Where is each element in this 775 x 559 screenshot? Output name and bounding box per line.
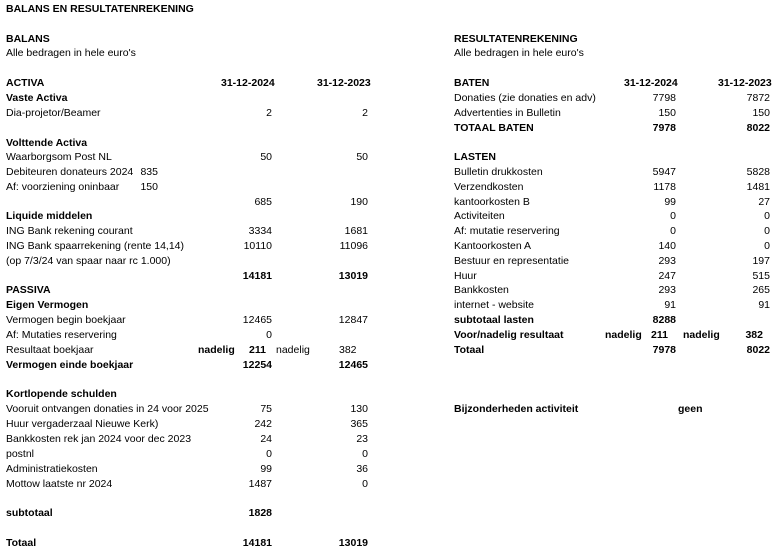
- row-label: Bestuur en representatie: [454, 255, 569, 267]
- value-2023: 50: [356, 151, 368, 163]
- row-label: Advertenties in Bulletin: [454, 107, 561, 119]
- total-2024: 14181: [242, 270, 272, 282]
- value-2024: 12465: [242, 314, 272, 326]
- value-2023: 0: [362, 478, 368, 490]
- value-2023: 130: [350, 403, 368, 415]
- value-2023: 0: [764, 240, 770, 252]
- value-2024: 247: [658, 270, 676, 282]
- value-2023: 382: [745, 329, 763, 341]
- totaal-baten-label: TOTAAL BATEN: [454, 122, 534, 134]
- balance-col-2023: 31-12-2023: [317, 77, 371, 89]
- row-label: Vooruit ontvangen donaties in 24 voor 2025: [6, 403, 209, 415]
- value-2024: 24: [260, 433, 272, 445]
- value-2023: 11096: [339, 240, 368, 252]
- result-tag-2023: nadelig: [276, 344, 310, 356]
- row-label: Mottow laatste nr 2024: [6, 478, 113, 490]
- value-2024: 99: [664, 196, 676, 208]
- value-2023: 2: [362, 107, 368, 119]
- subtotaal-label: subtotaal: [6, 507, 53, 519]
- result-col-2023: 31-12-2023: [718, 77, 772, 89]
- value-2024: 5947: [652, 166, 676, 178]
- balance-col-2024: 31-12-2024: [221, 77, 275, 89]
- row-label: Bankkosten rek jan 2024 voor dec 2023: [6, 433, 192, 445]
- result-col-2024: 31-12-2024: [624, 77, 678, 89]
- balance-title: BALANS: [6, 33, 50, 45]
- value-2023: 8022: [746, 122, 770, 134]
- subtotal-2024: 685: [254, 196, 272, 208]
- row-label: Kantoorkosten A: [454, 240, 532, 252]
- baten-header: BATEN: [454, 77, 490, 89]
- value-2024: 7978: [652, 344, 676, 356]
- liquide-middelen-title: Liquide middelen: [6, 210, 93, 222]
- row-label: Bankkosten: [454, 284, 509, 296]
- value-2024: 140: [658, 240, 676, 252]
- result-note: Alle bedragen in hele euro's: [454, 47, 584, 59]
- total-2023: 13019: [338, 270, 368, 282]
- value-2024: 1828: [248, 507, 272, 519]
- row-label: Dia-projetor/Beamer: [6, 107, 101, 119]
- row-label: Administratiekosten: [6, 463, 98, 475]
- sub-value: 150: [140, 181, 158, 193]
- totaal-label: Totaal: [6, 537, 37, 549]
- row-label: Resultaat boekjaar: [6, 344, 94, 356]
- value-2023: 265: [752, 284, 770, 296]
- value-2024: 150: [658, 107, 676, 119]
- eigen-vermogen-title: Eigen Vermogen: [6, 299, 89, 311]
- value-2024: 0: [266, 329, 272, 341]
- activa-header: ACTIVA: [6, 77, 45, 89]
- row-label: kantoorkosten B: [454, 196, 530, 208]
- result-tag-2024: nadelig: [605, 329, 642, 341]
- row-label: Verzendkosten: [454, 181, 524, 193]
- result-tag-2023: nadelig: [683, 329, 720, 341]
- bijzonderheden-value: geen: [678, 403, 703, 415]
- result-title: RESULTATENREKENING: [454, 33, 578, 45]
- value-2024: 99: [260, 463, 272, 475]
- value-2023: 36: [356, 463, 368, 475]
- vermogen-einde-label: Vermogen einde boekjaar: [6, 359, 134, 371]
- value-2023: 197: [752, 255, 770, 267]
- value-2024: 10110: [243, 240, 272, 252]
- value-2023: 365: [350, 418, 368, 430]
- subtotal-2023: 190: [350, 196, 368, 208]
- value-2024: 293: [658, 255, 676, 267]
- value-2024: 242: [254, 418, 272, 430]
- value-2024: 3334: [248, 225, 272, 237]
- row-label: postnl: [6, 448, 35, 460]
- subtotaal-lasten-label: subtotaal lasten: [454, 314, 534, 326]
- sub-value: 835: [140, 166, 158, 178]
- passiva-title: PASSIVA: [6, 284, 51, 296]
- row-label: Huur: [454, 270, 477, 282]
- value-2023: 5828: [746, 166, 770, 178]
- value-2024: 7798: [652, 92, 676, 104]
- row-note: (op 7/3/24 van spaar naar rc 1.000): [6, 255, 171, 267]
- result-totaal-label: Totaal: [454, 344, 485, 356]
- value-2024: 91: [664, 299, 676, 311]
- value-2024: 0: [266, 448, 272, 460]
- value-2024: 211: [651, 329, 668, 341]
- value-2023: 0: [764, 225, 770, 237]
- value-2023: 91: [758, 299, 770, 311]
- main-title: BALANS EN RESULTATENREKENING: [6, 3, 194, 15]
- value-2023: 1681: [344, 225, 368, 237]
- value-2024: 12254: [242, 359, 272, 371]
- value-2023: 382: [339, 344, 357, 356]
- row-label: ING Bank rekening courant: [6, 225, 133, 237]
- row-label: Huur vergaderzaal Nieuwe Kerk): [6, 418, 159, 430]
- row-label: ING Bank spaarrekening (rente 14,14): [6, 240, 185, 252]
- vaste-activa-title: Vaste Activa: [6, 92, 68, 104]
- value-2024: 7978: [652, 122, 676, 134]
- value-2024: 14181: [242, 537, 272, 549]
- value-2023: 8022: [746, 344, 770, 356]
- bijzonderheden-label: Bijzonderheden activiteit: [454, 403, 579, 415]
- value-2024: 75: [260, 403, 272, 415]
- value-2024: 1487: [248, 478, 272, 490]
- value-2024: 2: [266, 107, 272, 119]
- value-2023: 23: [356, 433, 368, 445]
- row-label: Vermogen begin boekjaar: [6, 314, 126, 326]
- value-2023: 0: [764, 210, 770, 222]
- row-label: internet - website: [454, 299, 534, 311]
- resultaat-label: Voor/nadelig resultaat: [454, 329, 564, 341]
- lasten-title: LASTEN: [454, 151, 496, 163]
- value-2024: 8288: [652, 314, 676, 326]
- value-2023: 515: [752, 270, 770, 282]
- value-2023: 150: [752, 107, 770, 119]
- row-label: Af: Mutaties reservering: [6, 329, 117, 341]
- value-2023: 27: [758, 196, 770, 208]
- value-2023: 12847: [338, 314, 368, 326]
- value-2024: 293: [658, 284, 676, 296]
- row-label: Af: mutatie reservering: [454, 225, 560, 237]
- balance-note: Alle bedragen in hele euro's: [6, 47, 136, 59]
- row-label: Debiteuren donateurs 2024: [6, 166, 134, 178]
- value-2023: 1481: [746, 181, 770, 193]
- row-label: Af: voorziening oninbaar: [6, 181, 120, 193]
- value-2024: 50: [260, 151, 272, 163]
- value-2023: 12465: [338, 359, 368, 371]
- value-2024: 0: [670, 210, 676, 222]
- value-2023: 13019: [338, 537, 368, 549]
- value-2024: 211: [249, 344, 266, 356]
- value-2024: 1178: [653, 181, 676, 193]
- row-label: Bulletin drukkosten: [454, 166, 543, 178]
- row-label: Activiteiten: [454, 210, 505, 222]
- value-2023: 7872: [746, 92, 770, 104]
- value-2023: 0: [362, 448, 368, 460]
- result-tag-2024: nadelig: [198, 344, 235, 356]
- value-2024: 0: [670, 225, 676, 237]
- row-label: Donaties (zie donaties en adv): [454, 92, 596, 104]
- vlottende-activa-title: Volttende Activa: [6, 137, 88, 149]
- row-label: Waarborgsom Post NL: [6, 151, 112, 163]
- kortlopende-title: Kortlopende schulden: [6, 388, 117, 400]
